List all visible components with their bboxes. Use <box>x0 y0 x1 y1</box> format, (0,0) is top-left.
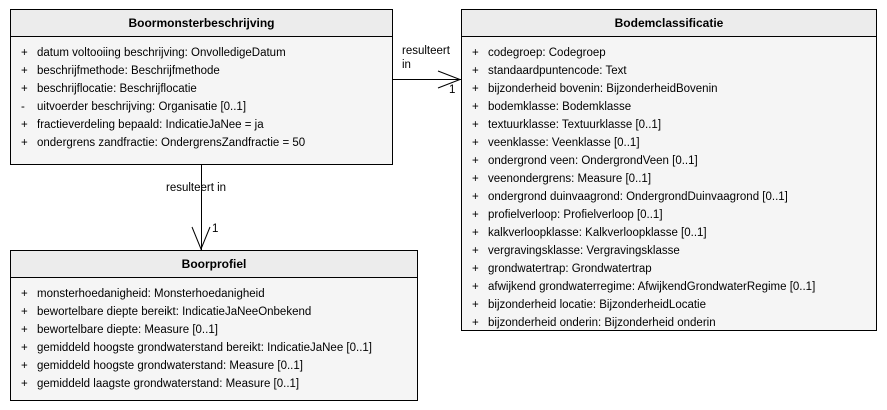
association-label-bodemclassificatie-line2: in <box>402 59 411 71</box>
attribute-label: ondergrond veen: OndergrondVeen [0..1] <box>488 155 698 167</box>
attribute-label: beschrijflocatie: Beschrijflocatie <box>37 83 197 95</box>
association-arrowhead-bodemclassificatie <box>437 70 463 90</box>
visibility-marker: + <box>472 155 479 167</box>
class-attribute-row <box>462 206 876 224</box>
attribute-label: grondwatertrap: Grondwatertrap <box>488 263 652 275</box>
visibility-marker: + <box>472 191 479 203</box>
class-title-boormonsterbeschrijving: Boormonsterbeschrijving <box>11 10 392 37</box>
class-attribute-row <box>11 116 392 134</box>
class-attribute-row <box>462 44 876 62</box>
visibility-marker: + <box>21 65 28 77</box>
class-attribute-row <box>11 62 392 80</box>
class-attribute-row <box>462 260 876 278</box>
visibility-marker: + <box>21 137 28 149</box>
visibility-marker: - <box>21 101 25 113</box>
attribute-label: ondergrens zandfractie: OndergrensZandfractie = 50 <box>37 137 306 149</box>
class-attribute-row <box>11 98 392 116</box>
visibility-marker: + <box>21 83 28 95</box>
class-attribute-row <box>462 314 876 332</box>
visibility-marker: + <box>21 324 28 336</box>
association-label-bodemclassificatie-line1: resulteert <box>402 45 450 57</box>
visibility-marker: + <box>472 47 479 59</box>
class-box-boorprofiel[interactable] <box>10 250 418 401</box>
class-attributes-boorprofiel <box>11 278 417 400</box>
attribute-label: veenklasse: Veenklasse [0..1] <box>488 137 640 149</box>
visibility-marker: + <box>21 342 28 354</box>
attribute-label: gemiddeld hoogste grondwaterstand: Measure [0..1] <box>37 360 303 372</box>
visibility-marker: + <box>472 65 479 77</box>
attribute-label: uitvoerder beschrijving: Organisatie [0..1] <box>37 101 247 113</box>
attribute-label: codegroep: Codegroep <box>488 47 606 59</box>
association-arrowhead-boorprofiel <box>191 226 212 252</box>
association-multiplicity-bodemclassificatie: 1 <box>449 84 456 96</box>
class-box-boormonsterbeschrijving[interactable] <box>10 9 393 165</box>
class-attributes-boormonsterbeschrijving <box>11 37 392 159</box>
attribute-label: veenondergrens: Measure [0..1] <box>488 173 652 185</box>
class-attribute-row <box>462 188 876 206</box>
attribute-label: gemiddeld hoogste grondwaterstand bereikt: IndicatieJaNee [0..1] <box>37 342 372 354</box>
association-multiplicity-boorprofiel: 1 <box>212 223 219 235</box>
attribute-label: datum voltooiing beschrijving: OnvolledigeDatum <box>37 47 286 59</box>
attribute-label: profielverloop: Profielverloop [0..1] <box>488 209 663 221</box>
visibility-marker: + <box>21 288 28 300</box>
attribute-label: gemiddeld laagste grondwaterstand: Measure [0..1] <box>37 378 300 390</box>
class-attributes-bodemclassificatie <box>462 37 876 339</box>
class-attribute-row <box>11 303 417 321</box>
attribute-label: standaardpuntencode: Text <box>488 65 627 77</box>
class-attribute-row <box>462 242 876 260</box>
visibility-marker: + <box>472 137 479 149</box>
association-label-boorprofiel: resulteert in <box>166 182 227 194</box>
class-attribute-row <box>11 321 417 339</box>
attribute-label: monsterhoedanigheid: Monsterhoedanigheid <box>37 288 265 300</box>
class-attribute-row <box>462 296 876 314</box>
class-attribute-row <box>11 285 417 303</box>
class-title-bodemclassificatie: Bodemclassificatie <box>462 10 876 37</box>
visibility-marker: + <box>21 306 28 318</box>
visibility-marker: + <box>21 119 28 131</box>
visibility-marker: + <box>472 227 479 239</box>
class-attribute-row <box>462 134 876 152</box>
class-attribute-row <box>11 375 417 393</box>
visibility-marker: + <box>21 378 28 390</box>
class-title-boorprofiel: Boorprofiel <box>11 251 417 278</box>
visibility-marker: + <box>472 263 479 275</box>
attribute-label: beschrijfmethode: Beschrijfmethode <box>37 65 220 77</box>
attribute-label: bijzonderheid bovenin: BijzonderheidBovenin <box>488 83 718 95</box>
class-attribute-row <box>462 116 876 134</box>
visibility-marker: + <box>472 245 479 257</box>
attribute-label: kalkverloopklasse: Kalkverloopklasse [0..1] <box>488 227 707 239</box>
attribute-label: bijzonderheid locatie: BijzonderheidLocatie <box>488 299 707 311</box>
class-attribute-row <box>11 339 417 357</box>
class-attribute-row <box>462 152 876 170</box>
class-attribute-row <box>11 357 417 375</box>
class-attribute-row <box>11 80 392 98</box>
attribute-label: vergravingsklasse: Vergravingsklasse <box>488 245 680 257</box>
attribute-label: bewortelbare diepte: Measure [0..1] <box>37 324 218 336</box>
visibility-marker: + <box>472 317 479 329</box>
visibility-marker: + <box>472 173 479 185</box>
visibility-marker: + <box>472 101 479 113</box>
class-attribute-row <box>11 134 392 152</box>
visibility-marker: + <box>472 281 479 293</box>
visibility-marker: + <box>472 83 479 95</box>
class-attribute-row <box>462 170 876 188</box>
attribute-label: textuurklasse: Textuurklasse [0..1] <box>488 119 662 131</box>
class-attribute-row <box>462 80 876 98</box>
class-attribute-row <box>462 62 876 80</box>
attribute-label: bewortelbare diepte bereikt: IndicatieJaNeeOnbekend <box>37 306 312 318</box>
attribute-label: fractieverdeling bepaald: IndicatieJaNee = ja <box>37 119 264 131</box>
class-attribute-row <box>11 44 392 62</box>
attribute-label: afwijkend grondwaterregime: AfwijkendGrondwaterRegime [0..1] <box>488 281 816 293</box>
visibility-marker: + <box>472 299 479 311</box>
class-box-bodemclassificatie[interactable] <box>461 9 877 331</box>
visibility-marker: + <box>472 209 479 221</box>
class-attribute-row <box>462 278 876 296</box>
visibility-marker: + <box>472 119 479 131</box>
class-attribute-row <box>462 224 876 242</box>
attribute-label: ondergrond duinvaagrond: OndergrondDuinvaagrond [0..1] <box>488 191 788 203</box>
visibility-marker: + <box>21 47 28 59</box>
attribute-label: bijzonderheid onderin: Bijzonderheid onderin <box>488 317 716 329</box>
class-attribute-row <box>462 98 876 116</box>
visibility-marker: + <box>21 360 28 372</box>
attribute-label: bodemklasse: Bodemklasse <box>488 101 632 113</box>
